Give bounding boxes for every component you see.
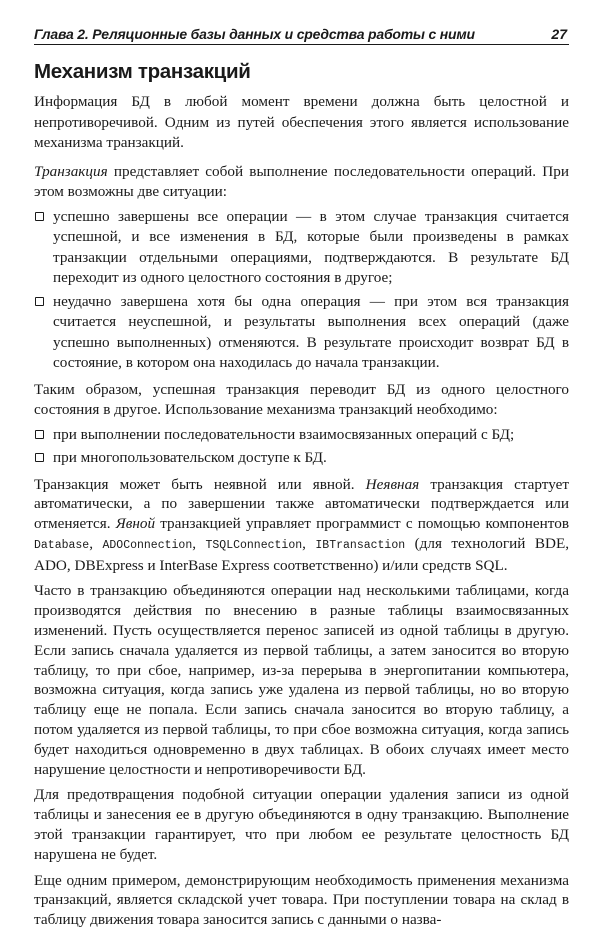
code-ibtransaction: IBTransaction xyxy=(315,538,406,552)
list-item xyxy=(34,425,569,446)
list-item xyxy=(34,207,569,289)
paragraph-summary: Таким образом, успешная транзакция переводит БД из одного целостного состояния в другое. Использование механизма транзакций необходимо: xyxy=(34,380,569,418)
list-item-text: неудачно завершена хотя бы одна операция — при этом вся транзакция считается неуспешной, и результаты выполнения всех операций (даже успешно выполненных) отменяются. В результате происходит возврат БД в состояние, в котором она находилась до начала транзакции. xyxy=(53,292,569,371)
checkbox-bullet-icon xyxy=(35,430,44,439)
paragraph-intro: Информация БД в любой момент времени должна быть целостной и непротиворечивой. Одним из путей обеспечения этого является использование механизма транзакций. xyxy=(34,93,569,151)
paragraph-transaction-types: Транзакция может быть неявной или явной. Неявная транзакция стартует автоматически, а по завершении также автоматически подтверждается или отменяется. Явной транзакцией управляет программист с помощью компонентов Database, ADOConnection, TSQLConnection, IBTransaction (для технологий BDE, ADO, DBExpress и InterBase Express соответственно) и/или средств SQL. xyxy=(34,475,570,574)
code-database: Database xyxy=(34,538,90,552)
paragraph-definition xyxy=(34,162,569,203)
code-adoconnection: ADOConnection xyxy=(102,538,193,552)
term-transaction: Транзакция xyxy=(34,162,108,180)
book-page xyxy=(34,0,569,930)
checkbox-bullet-icon xyxy=(35,212,44,221)
list-item xyxy=(34,292,569,374)
checkbox-bullet-icon xyxy=(35,297,44,306)
code-tsqlconnection: TSQLConnection xyxy=(205,538,303,552)
paragraph-warehouse-example: Еще одним примером, демонстрирующим необходимость применения механизма транзакций, является складской учет товара. При поступлении товара на склад в таблицу движения товара заносится запись с данными о назва- xyxy=(34,871,569,929)
section-title: Механизм транзакций xyxy=(34,60,251,83)
list-item xyxy=(34,448,569,469)
page-number: 27 xyxy=(551,26,567,42)
checkbox-bullet-icon xyxy=(35,453,44,462)
term-explicit: Явной xyxy=(115,515,156,533)
list-item-text: успешно завершены все операции — в этом случае транзакция считается успешной, и все изменения в БД, которые были произведены в рамках транзакции отдельными операциями, подтверждаются. В результате БД переходит из одного целостного состояния в другое; xyxy=(53,207,569,286)
chapter-title: Глава 2. Реляционные базы данных и средства работы с ними xyxy=(34,26,475,42)
list-item-text: при многопользовательском доступе к БД. xyxy=(53,449,327,466)
list-item-text: при выполнении последовательности взаимосвязанных операций с БД; xyxy=(53,425,515,443)
term-implicit: Неявная xyxy=(365,475,420,493)
paragraph-multi-table: Часто в транзакцию объединяются операции над несколькими таблицами, когда производятся действия по внесению в разные таблицы взаимосвязанных изменений. Пусть осуществляется перенос записей из одной таблицы в другую. Если запись сначала удаляется из первой таблицы, а затем заносится во вторую таблицу, то при сбое, например, из-за перерыва в энергопитании компьютера, возможна ситуация, когда запись уже удалена из первой таблицы, но во вторую таблицу еще не попала. Если запись сначала заносится во вторую таблицу, а потом удаляется из первой таблицы, то при сбое возможна ситуация, когда запись будет находиться одновременно в двух таблицах. В обоих случаях имеет место нарушение целостности и непротиворечивости БД. xyxy=(34,582,569,778)
uses-list xyxy=(34,425,569,469)
situations-list xyxy=(34,207,569,374)
running-header xyxy=(34,0,569,45)
definition-text: представляет собой выполнение последовательности операций. При этом возможны две ситуации: xyxy=(34,162,569,200)
paragraph-prevention: Для предотвращения подобной ситуации операции удаления записи из одной таблицы и занесения ее в другую объединяются в одну транзакцию. Выполнение этой транзакции гарантирует, что при любом ее результате целостность БД нарушена не будет. xyxy=(34,786,569,863)
